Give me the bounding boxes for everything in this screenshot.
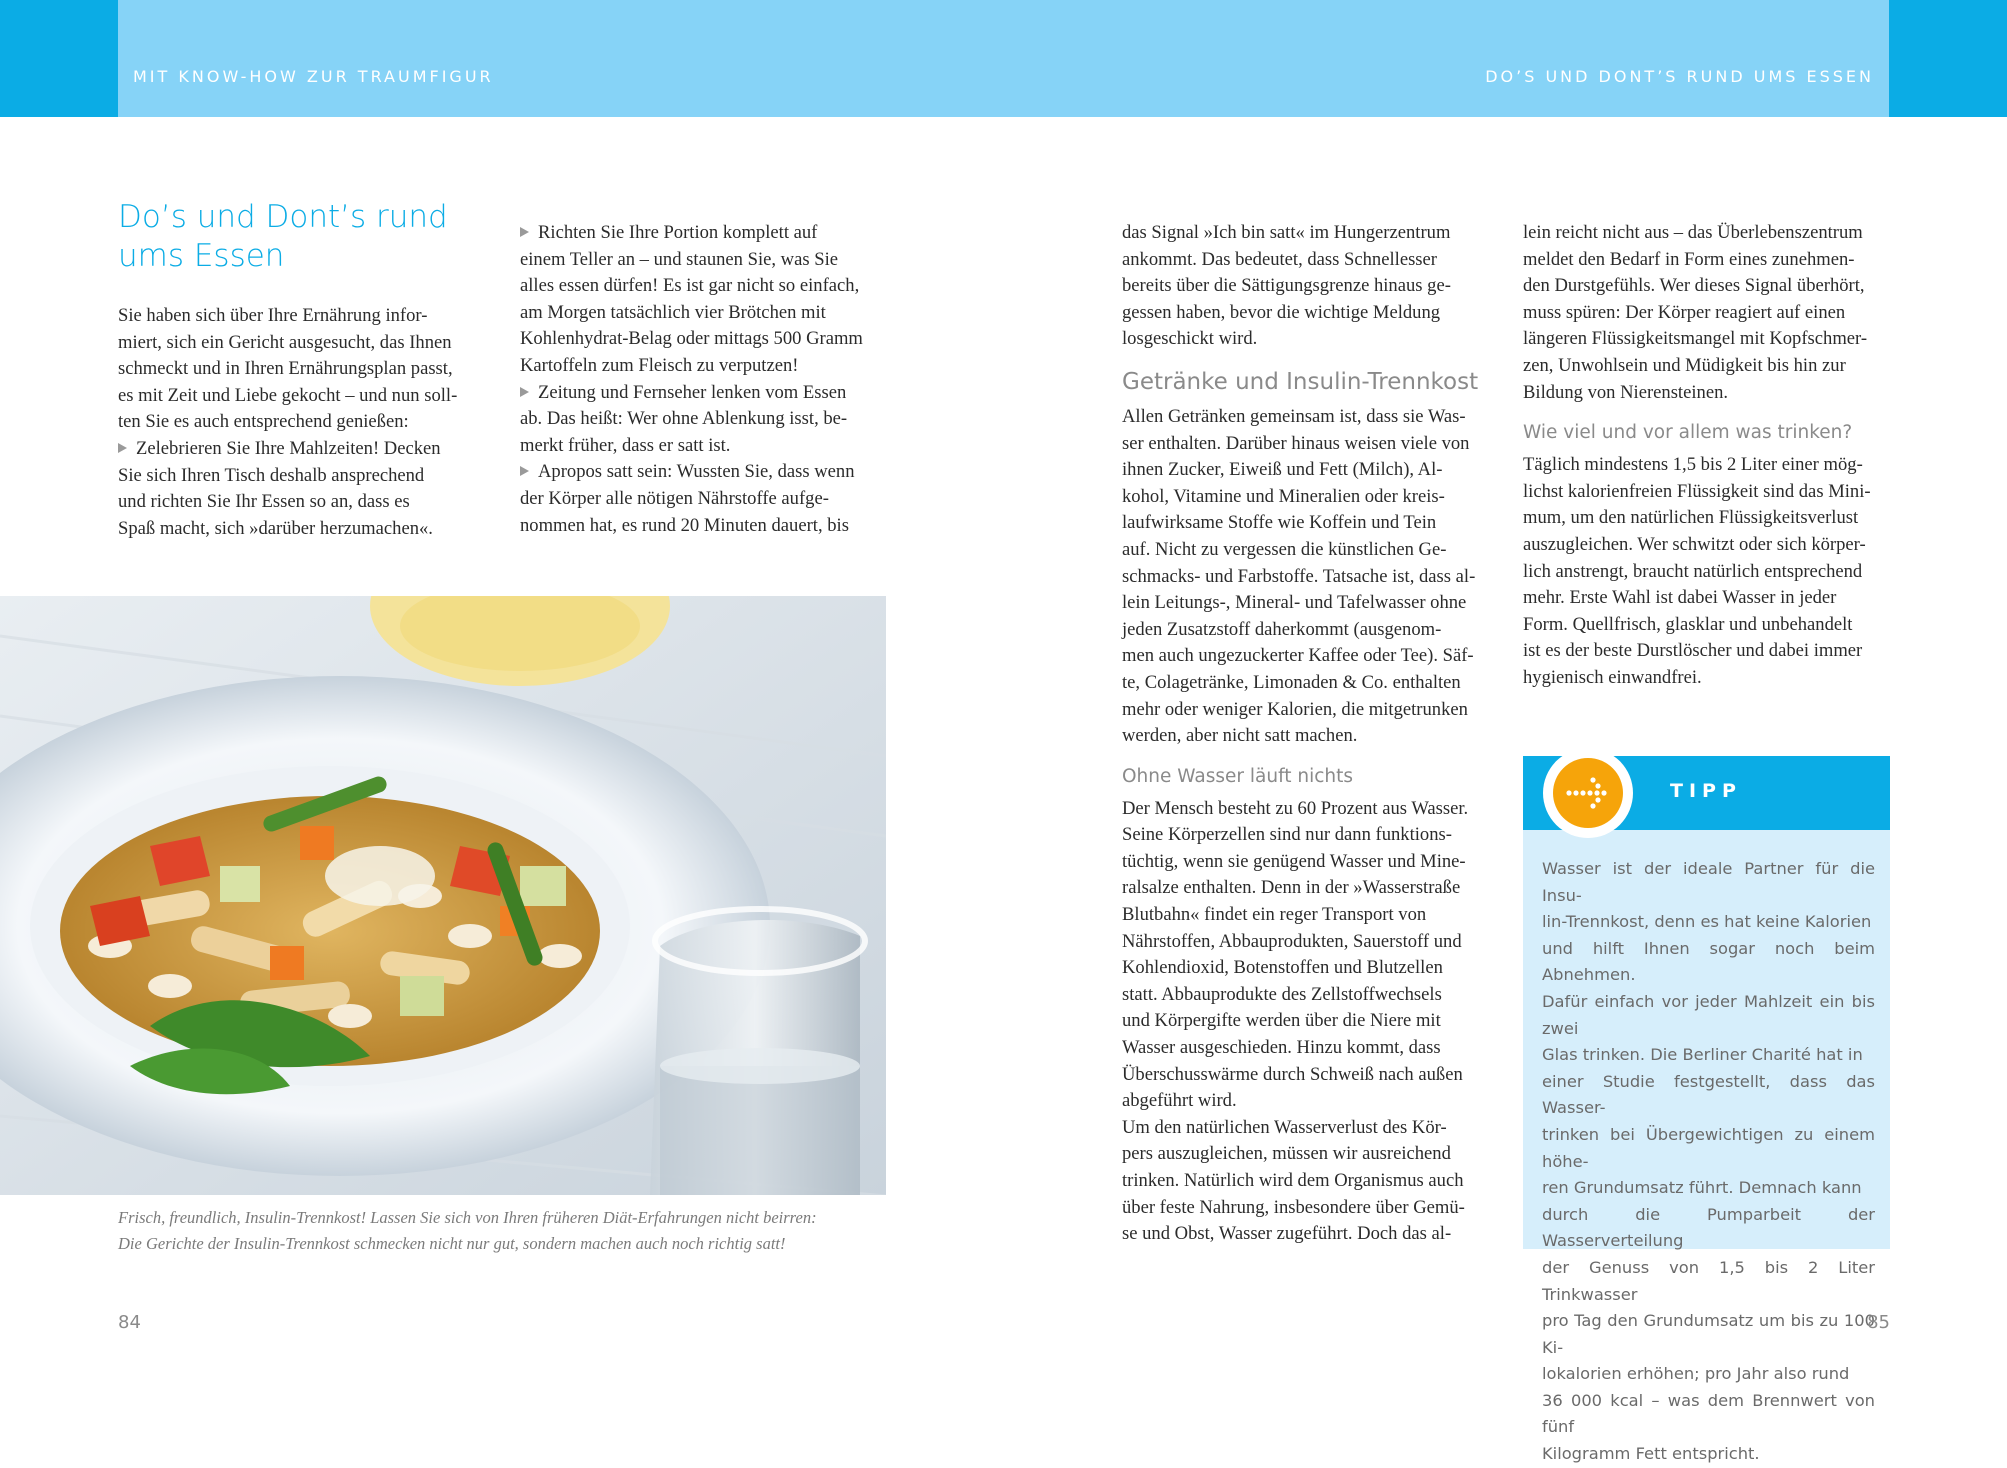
text-line: ten Sie es auch entsprechend genießen: xyxy=(118,411,409,433)
text-line: zen, Unwohlsein und Müdigkeit bis hin zur xyxy=(1523,354,1846,376)
text-line: Kohlenhydrat-Belag oder mittags 500 Gramm xyxy=(520,328,863,350)
text-line: der Genuss von 1,5 bis 2 Liter Trinkwasser xyxy=(1542,1257,1875,1304)
tip-text xyxy=(1542,856,1875,1468)
text-line: ren Grundumsatz führt. Demnach kann xyxy=(1542,1178,1862,1198)
text-line: ihnen Zucker, Eiweiß und Fett (Milch), Al- xyxy=(1122,459,1443,481)
text-line: schmeckt und in Ihren Ernährungsplan passt, xyxy=(118,358,453,380)
text-line: lich anstrengt, braucht natürlich entsprechend xyxy=(1523,560,1863,582)
text-line: am Morgen tatsächlich vier Brötchen mit xyxy=(520,301,826,323)
text-line: jeden Zusatzstoff daherkommt (ausgenom- xyxy=(1122,618,1442,640)
text-line: trinken bei Übergewichtigen zu einem höhe- xyxy=(1542,1124,1875,1171)
text-line: Bildung von Nierensteinen. xyxy=(1523,381,1729,403)
text-line: lokalorien erhöhen; pro Jahr also rund xyxy=(1542,1364,1850,1384)
text-line: Wasser ist der ideale Partner für die Insu- xyxy=(1542,859,1875,905)
text-line: ralsalze enthalten. Denn in der »Wasserstraße xyxy=(1122,877,1461,899)
text-line: Kohlendioxid, Botenstoffen und Blutzellen xyxy=(1122,957,1443,979)
paragraph xyxy=(1122,1115,1489,1248)
caption-line: Die Gerichte der Insulin-Trennkost schmecken nicht nur gut, sondern machen auch noch richtig satt! xyxy=(118,1234,786,1253)
text-line: Sie sich Ihren Tisch deshalb ansprechend xyxy=(118,464,425,486)
bullet-triangle-icon xyxy=(520,387,529,397)
text-line: gessen haben, bevor die wichtige Meldung xyxy=(1122,301,1441,323)
text-line: Wasser ausgeschieden. Hinzu kommt, dass xyxy=(1122,1037,1441,1059)
text-line: kohol, Vitamine und Mineralien oder kreis- xyxy=(1122,485,1445,507)
subsection-heading: Wie viel und vor allem was trinken? xyxy=(1523,422,1853,444)
text-line: te, Colagetränke, Limonaden & Co. enthalten xyxy=(1122,671,1461,693)
text-line: abgeführt wird. xyxy=(1122,1090,1237,1112)
bullet-item xyxy=(520,380,886,460)
text-line: miert, sich ein Gericht ausgesucht, das Ihnen xyxy=(118,331,452,353)
text-line: Apropos satt sein: Wussten Sie, dass wenn xyxy=(538,461,855,483)
text-line: merkt früher, dass er satt ist. xyxy=(520,434,731,456)
paragraph xyxy=(1122,796,1489,1115)
text-line: Blutbahn« findet ein reger Transport von xyxy=(1122,904,1427,926)
text-line: Richten Sie Ihre Portion komplett auf xyxy=(538,222,818,243)
text-line: hygienisch einwandfrei. xyxy=(1523,666,1702,688)
text-line: Glas trinken. Die Berliner Charité hat in xyxy=(1542,1045,1863,1065)
bullet-item xyxy=(520,459,886,539)
text-line: und Körpergifte werden über die Niere mit xyxy=(1122,1010,1441,1032)
text-line: mum, um den natürlichen Flüssigkeitsverlust xyxy=(1523,507,1859,529)
text-line: Um den natürlichen Wasserverlust des Kör- xyxy=(1122,1116,1447,1138)
text-line: Zeitung und Fernseher lenken vom Essen xyxy=(538,381,847,403)
subsection-heading: Ohne Wasser läuft nichts xyxy=(1122,765,1354,787)
title-line: ums Essen xyxy=(118,238,285,274)
bullet-triangle-icon xyxy=(520,227,529,237)
running-header xyxy=(0,0,2007,117)
paragraph xyxy=(1122,404,1489,750)
text-line: Sie haben sich über Ihre Ernährung infor- xyxy=(118,305,428,326)
section-heading: Getränke und Insulin-Trennkost xyxy=(1122,368,1479,395)
text-line: pers auszugleichen, müssen wir ausreichend xyxy=(1122,1143,1451,1165)
page-number-left: 84 xyxy=(118,1312,141,1333)
text-line: Täglich mindestens 1,5 bis 2 Liter einer mög- xyxy=(1523,454,1863,476)
text-line: es mit Zeit und Liebe gekocht – und nun soll- xyxy=(118,384,458,406)
text-line: lein reicht nicht aus – das Überlebenszentrum xyxy=(1523,222,1863,243)
header-tab-right xyxy=(1889,0,2007,117)
text-line: durch die Pumparbeit der Wasserverteilung xyxy=(1542,1204,1875,1251)
text-line: Allen Getränken gemeinsam ist, dass sie Was- xyxy=(1122,405,1466,427)
paragraph xyxy=(1122,220,1489,353)
bullet-triangle-icon xyxy=(118,443,127,453)
text-line: Form. Quellfrisch, glasklar und unbehandelt xyxy=(1523,613,1853,635)
text-line: lichst kalorienfreien Flüssigkeit sind das Mini- xyxy=(1523,480,1871,502)
text-line: und richten Sie Ihr Essen so an, dass es xyxy=(118,491,410,513)
text-line: und hilft Ihnen sogar noch beim Abnehmen. xyxy=(1542,938,1875,985)
text-line: losgeschickt wird. xyxy=(1122,328,1258,350)
text-line: muss spüren: Der Körper reagiert auf einen xyxy=(1523,301,1846,323)
text-line: Nährstoffen, Abbauprodukten, Sauerstoff und xyxy=(1122,930,1462,952)
text-column-3 xyxy=(1122,220,1489,1248)
text-line: Der Mensch besteht zu 60 Prozent aus Wasser. xyxy=(1122,797,1469,819)
text-column-1 xyxy=(118,303,485,542)
text-line: auf. Nicht zu vergessen die künstlichen Ge- xyxy=(1122,538,1447,560)
text-line: werden, aber nicht satt machen. xyxy=(1122,725,1358,747)
intro-paragraph xyxy=(118,303,485,436)
header-title-right: DO’S UND DONT’S RUND UMS ESSEN xyxy=(1485,67,1874,86)
text-line: der Körper alle nötigen Nährstoffe aufge- xyxy=(520,487,829,509)
text-line: längeren Flüssigkeitsmangel mit Kopfschmer- xyxy=(1523,328,1868,350)
text-line: über feste Nahrung, insbesondere über Gemü- xyxy=(1122,1196,1465,1218)
text-line: Seine Körperzellen sind nur dann funktions- xyxy=(1122,824,1452,846)
text-line: das Signal »Ich bin satt« im Hungerzentrum xyxy=(1122,222,1451,243)
title-line: Do’s und Dont’s rund xyxy=(118,199,448,235)
soup-photo xyxy=(0,596,886,1195)
text-line: einem Teller an – und staunen Sie, was Sie xyxy=(520,248,838,270)
text-line: Spaß macht, sich »darüber herzumachen«. xyxy=(118,517,433,539)
text-line: ist es der beste Durstlöscher und dabei immer xyxy=(1523,640,1863,662)
text-line: ab. Das heißt: Wer ohne Ablenkung isst, be- xyxy=(520,408,848,430)
text-line: statt. Abbauprodukte des Zellstoffwechsels xyxy=(1122,983,1442,1005)
text-line: nommen hat, es rund 20 Minuten dauert, bis xyxy=(520,514,849,536)
bullet-item xyxy=(520,220,886,380)
text-line: 36 000 kcal – was dem Brennwert von fünf xyxy=(1542,1390,1875,1437)
text-line: se und Obst, Wasser zugeführt. Doch das al- xyxy=(1122,1223,1452,1245)
text-line: ankommt. Das bedeutet, dass Schnellesser xyxy=(1122,248,1437,270)
text-line: den Durstgefühls. Wer dieses Signal überhört, xyxy=(1523,275,1865,297)
text-line: ser enthalten. Darüber hinaus weisen viele von xyxy=(1122,432,1470,454)
tip-label: TIPP xyxy=(1670,780,1742,802)
text-line: laufwirksame Stoffe wie Koffein und Tein xyxy=(1122,512,1437,534)
bullet-triangle-icon xyxy=(520,466,529,476)
text-line: alles essen dürfen! Es ist gar nicht so einfach, xyxy=(520,275,860,297)
text-line: lin-Trennkost, denn es hat keine Kalorien xyxy=(1542,912,1872,932)
text-line: men auch ungezuckerter Kaffee oder Tee). Säf- xyxy=(1122,645,1474,667)
text-line: Kartoffeln zum Fleisch zu verputzen! xyxy=(520,354,799,376)
caption-line: Frisch, freundlich, Insulin-Trennkost! Lassen Sie sich von Ihren früheren Diät-Erfahrungen nicht beirren: xyxy=(118,1208,817,1227)
tip-icon-ring xyxy=(1543,748,1633,838)
text-line: bereits über die Sättigungsgrenze hinaus ge- xyxy=(1122,275,1451,297)
paragraph xyxy=(1523,220,1890,406)
text-column-2 xyxy=(520,220,886,539)
header-title-left: MIT KNOW-HOW ZUR TRAUMFIGUR xyxy=(133,67,494,86)
page-title xyxy=(118,198,478,276)
text-line: einer Studie festgestellt, dass das Wasser- xyxy=(1542,1071,1875,1118)
arrow-right-dots-icon xyxy=(1553,758,1623,828)
header-tab-left xyxy=(0,0,118,117)
text-line: pro Tag den Grundumsatz um bis zu 100 Ki- xyxy=(1542,1311,1875,1357)
text-column-4 xyxy=(1523,220,1890,692)
text-line: auszugleichen. Wer schwitzt oder sich körper- xyxy=(1523,533,1866,555)
text-line: Überschusswärme durch Schweiß nach außen xyxy=(1122,1063,1463,1085)
text-line: mehr oder weniger Kalorien, die mitgetrunken xyxy=(1122,698,1468,720)
text-line: Zelebrieren Sie Ihre Mahlzeiten! Decken xyxy=(136,437,441,459)
text-line: mehr. Erste Wahl ist dabei Wasser in jeder xyxy=(1523,587,1837,609)
text-line: Dafür einfach vor jeder Mahlzeit ein bis zwei xyxy=(1542,991,1875,1038)
paragraph xyxy=(1523,452,1890,691)
text-line: trinken. Natürlich wird dem Organismus auch xyxy=(1122,1170,1464,1191)
tip-header-bar xyxy=(1523,756,1890,830)
photo-caption xyxy=(118,1205,878,1257)
text-line: tüchtig, wenn sie genügend Wasser und Mine- xyxy=(1122,850,1466,872)
bullet-item xyxy=(118,436,485,542)
text-line: Kilogramm Fett entspricht. xyxy=(1542,1444,1760,1464)
page-number-right: 85 xyxy=(1867,1312,1890,1333)
text-line: lein Leitungs-, Mineral- und Tafelwasser ohne xyxy=(1122,592,1467,614)
text-line: schmacks- und Farbstoffe. Tatsache ist, dass al- xyxy=(1122,565,1476,587)
text-line: meldet den Bedarf in Form eines zunehmen- xyxy=(1523,248,1855,270)
